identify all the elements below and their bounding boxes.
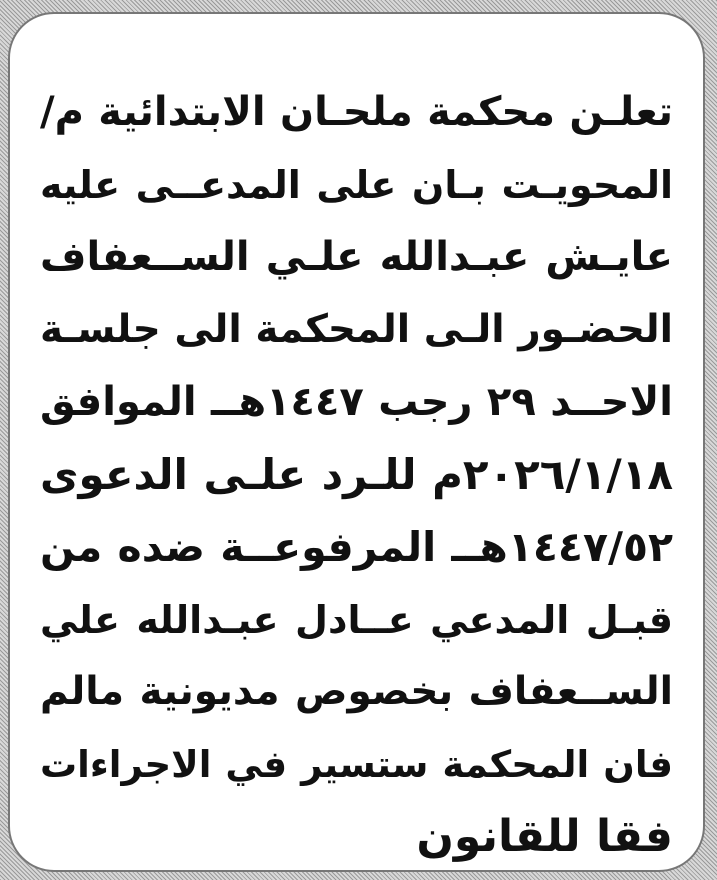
notice-line: قبـل المدعي عــادل عبـدالله علي <box>40 597 673 642</box>
notice-line-last: فقا للقانون <box>416 811 673 862</box>
notice-card <box>8 12 705 872</box>
notice-line: ١٤٤٧/٥٢هــ المرفوعــة ضده من <box>40 523 673 571</box>
notice-line: الحضـور الـى المحكمة الى جلسـة <box>40 306 673 352</box>
notice-line: فان المحكمة ستسير في الاجراءات <box>40 742 673 786</box>
notice-line: تعلـن محكمة ملحـان الابتدائية م/ <box>40 89 673 135</box>
notice-line: المحويـت بـان على المدعــى عليه <box>40 162 673 207</box>
notice-line: الســعفاف بخصوص مديونية مالم <box>40 669 673 714</box>
notice-line: ٢٠٢٦/١/١٨م للـرد علـى الدعوى <box>40 449 673 499</box>
notice-body <box>40 76 673 874</box>
notice-line: الاحــد ٢٩ رجب ١٤٤٧هــ الموافق <box>40 379 673 425</box>
notice-line: عايـش عبـدالله علـي الســعفاف <box>40 234 673 280</box>
